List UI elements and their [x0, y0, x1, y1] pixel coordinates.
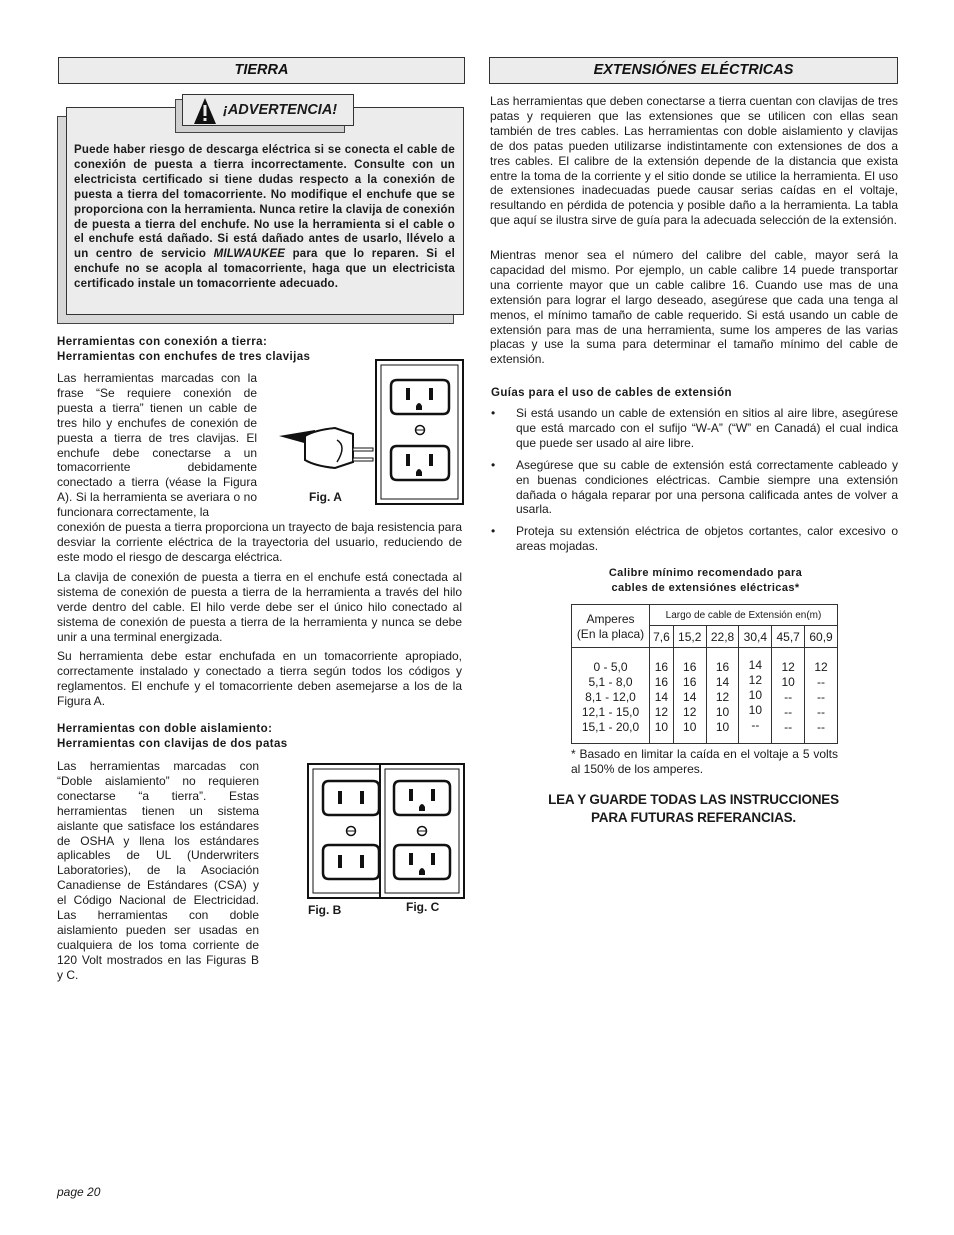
double-insulated-paragraph: Las herramientas marcadas con “Doble aislamiento” no requieren conectarse “a tierra”. Estas herramientas tienen un sistema aislante que satisface los estándares de OSHA y llena los estándares aplicables de UL (Underwriters Laboratories), de la Asociación Canadiense de Estándares (CSA) y el Código Nacional de Electricidad. Las herramientas con doble aislamiento pueden ser usadas en cualquiera de los toma corriente de 120 Volt mostrados en las Figuras B y C.	[57, 759, 259, 982]
section-header-tierra: TIERRA	[58, 57, 465, 84]
grounded-paragraph-3: Su herramienta debe estar enchufada en un tomacorriente apropiado, correctamente instalado y conectado a tierra según todos los códigos y reglamentos. El enchufe y el tomacorriente deben asemejarse a los de la Figura A.	[57, 649, 462, 708]
extension-paragraph-2: Mientras menor sea el número del calibre del cable, mayor será la capacidad del mismo. Por ejemplo, un cable calibre 14 puede transportar una corriente mayor que un cable calibre 16. Cuando use mas de una extensión para lograr el largo deseado, asegúrese que cada una tenga al menos, el mínimo tamaño de cable requerido. Si está usando un cable de extensión para mas de una herramienta, sume los amperes de las varias placas y use la suma para determinar el tamaño mínimo del cable de extensión.	[490, 248, 898, 367]
grounded-paragraph-2: La clavija de conexión de puesta a tierra en el enchufe está conectada al sistema de conexión de puesta a tierra de la herramienta a través del hilo verde dentro del cable. El hilo verde debe ser el único hilo conectado al sistema de conexión de puesta a tierra de la herramienta y nunca se debe unir a una terminal energizada.	[57, 570, 462, 644]
figure-a-label: Fig. A	[309, 490, 342, 504]
gauge-column-cell: 16 16 14 12 10	[650, 648, 674, 744]
grounded-heading: Herramientas con conexión a tierra: Herramientas con enchufes de tres clavijas	[57, 336, 311, 363]
grounded-paragraph-wrap: Las herramientas marcadas con la frase “Se requiere conexión de puesta a tierra” tienen un cable de tres hilo y enchufes de conexión de puesta a tierra de tres clavijas. El enchufe debe conectarse a un tomacorriente debidamente conectado a tierra (véase la Figura A). Si la herramienta se averiara o no funcionara correctamente, la	[57, 371, 257, 520]
figure-b-label: Fig. B	[308, 903, 342, 917]
page-number: page 20	[57, 1185, 101, 1199]
gauge-column-cell: 16 14 12 10 10	[706, 648, 739, 744]
figure-a-grounded-outlet	[275, 358, 465, 506]
length-cell: 60,9	[805, 626, 838, 648]
amperes-values-cell: 0 - 5,0 5,1 - 8,0 8,1 - 12,0 12,1 - 15,0 15,1 - 20,0	[572, 648, 650, 744]
figure-c-label: Fig. C	[406, 900, 440, 914]
guides-heading: Guías para el uso de cables de extensión	[491, 387, 732, 399]
double-insulated-heading: Herramientas con doble aislamiento: Herramientas con clavijas de dos patas	[57, 723, 288, 750]
table-title: Calibre mínimo recomendado para cables de extensiónes eléctricas*	[608, 567, 803, 594]
length-cell: 45,7	[772, 626, 805, 648]
brand-name: MILWAUKEE	[213, 248, 286, 261]
length-header-cell: Largo de cable de Extensión en(m)	[650, 605, 838, 626]
length-cell: 22,8	[706, 626, 739, 648]
guide-item: • Asegúrese que su cable de extensión está correctamente cableado y en buenas condiciones eléctricas. Cambie siempre una extensión dañada o hágala reparar por una persona calificada antes de volver a usarla.	[490, 458, 898, 518]
guides-list	[490, 406, 898, 561]
table-footnote: * Basado en limitar la caída en el voltaje a 5 volts al 150% de los amperes.	[571, 747, 838, 776]
warning-label: ¡ADVERTENCIA!	[182, 94, 354, 126]
gauge-column-cell: 14 12 10 10 --	[739, 648, 772, 744]
closing-instruction: LEA Y GUARDE TODAS LAS INSTRUCCIONES PARA FUTURAS REFERANCIAS.	[548, 792, 839, 825]
guide-item: • Si está usando un cable de extensión en sitios al aire libre, asegúrese que está marcado con el sufijo “W-A” (“W” en Canadá) el cual indica que puede ser usado al aire libre.	[490, 406, 898, 451]
warning-box	[66, 107, 464, 315]
length-cell: 15,2	[673, 626, 706, 648]
extension-paragraph-1: Las herramientas que deben conectarse a tierra cuentan con clavijas de tres patas y requieren que las extensiones que se utilicen con ellas sean también de tres cables. Las herramientas con doble aislamiento y clavijas de dos patas pueden utilizarse indistintamente con extensiones de dos a tres cables. El calibre de la extensión depende de la distancia que exista entre la toma de la corriente y el sitio donde se utilice la herramienta. El uso de extensiones inadecuadas puede causar serias caídas en el voltaje, resultando en pérdida de potencia y posible daño a la herramienta. La tabla que aquí se ilustra sirve de guía para la adecuada selección de la extensión.	[490, 94, 898, 228]
guide-item: • Proteja su extensión eléctrica de objetos cortantes, calor excesivo o areas mojadas.	[490, 524, 898, 554]
amperes-header-cell: Amperes (En la placa)	[572, 605, 650, 648]
gauge-column-cell: 12 -- -- -- --	[805, 648, 838, 744]
warning-text: Puede haber riesgo de descarga eléctrica si se conecta el cable de conexión de puesta a tierra incorrectamente. Consulte con un electricista certificado si tiene dudas respecto a la conexión de puesta a tierra del tomacorriente. No modifique el enchufe que se proporciona con la herramienta. Nunca retire la clavija de conexión de puesta a tierra del enchufe. No use la herramienta si el cable o el enchufe está dañado. Si está dañado antes de usarlo, llévelo a un centro de servicio MILWAUKEE para que lo reparen. Si el enchufe no se acopla al tomacorriente, haga que un electricista certificado instale un tomacorriente adecuado.	[74, 144, 455, 291]
length-cell: 7,6	[650, 626, 674, 648]
section-header-extensiones: EXTENSIÓNES ELÉCTRICAS	[489, 57, 898, 84]
gauge-table	[571, 604, 838, 744]
gauge-column-cell: 12 10 -- -- --	[772, 648, 805, 744]
figure-c-grounded-outlet	[379, 763, 465, 899]
gauge-column-cell: 16 16 14 12 10	[673, 648, 706, 744]
grounded-paragraph-continued: conexión de puesta a tierra proporciona un trayecto de baja resistencia para desviar la corriente eléctrica de la trayectoria del usuario, reduciendo de este modo el riesgo de descarga eléctrica.	[57, 520, 462, 564]
length-cell: 30,4	[739, 626, 772, 648]
warning-triangle-icon	[193, 97, 217, 125]
